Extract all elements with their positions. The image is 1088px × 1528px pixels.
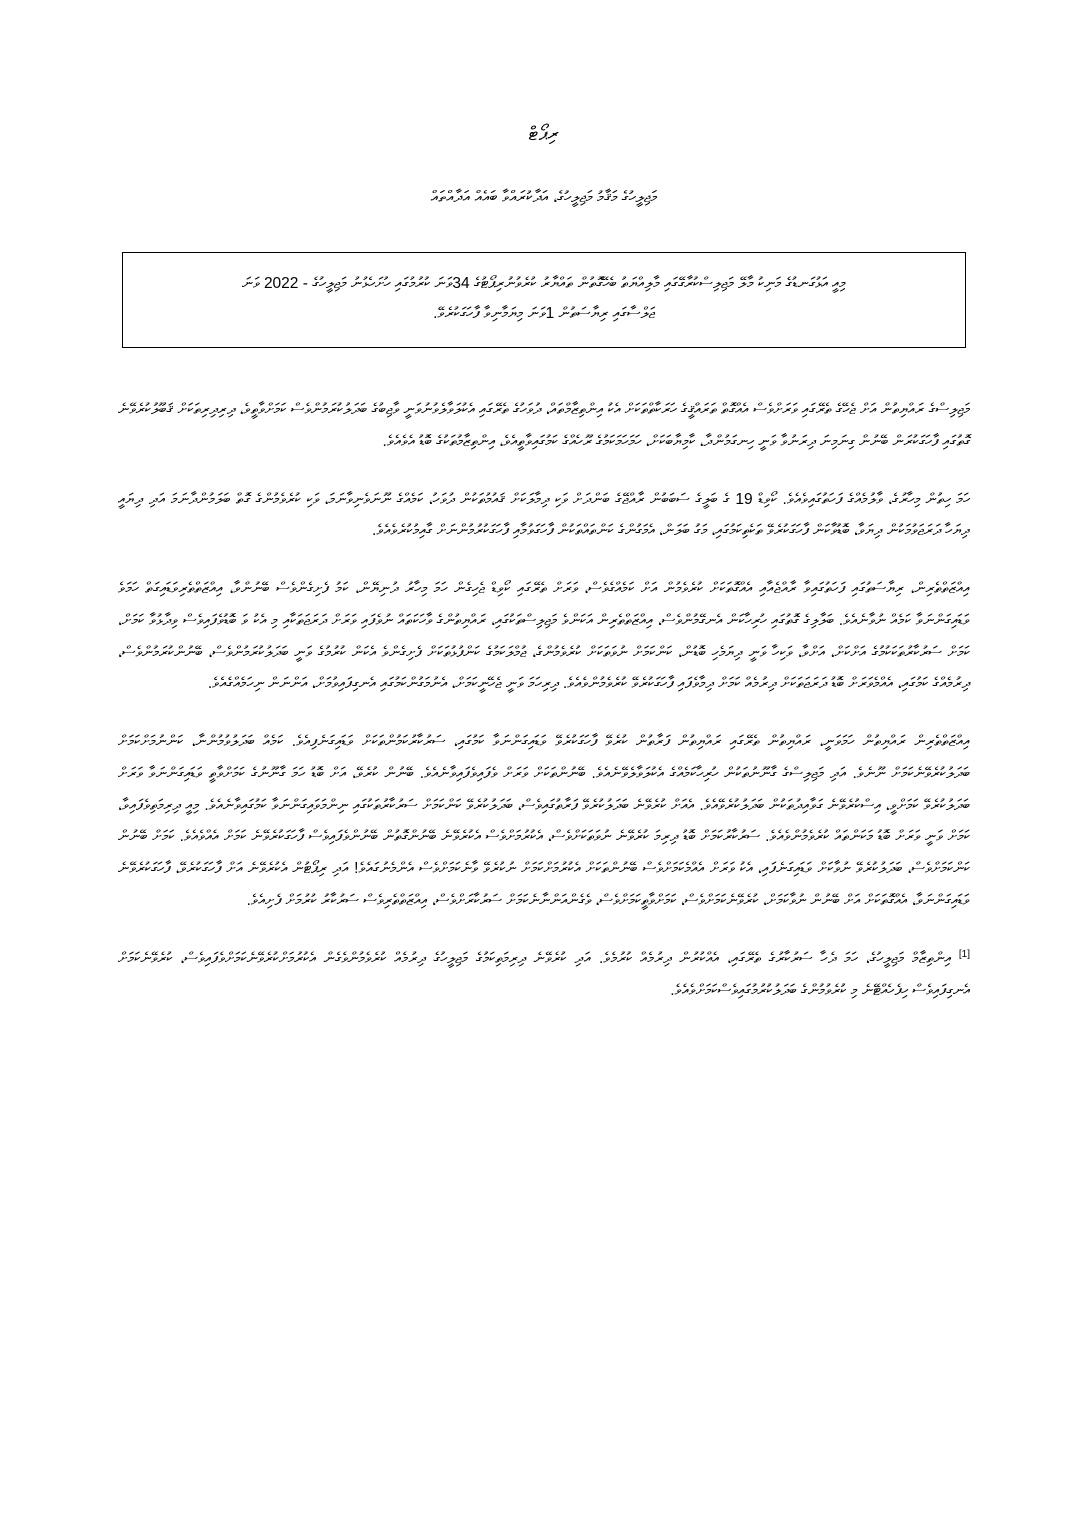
paragraph-4-line-2: ކަމެއް ބަދަލުވުމުންނާ، ކަންނުމަށްކަމަށް ބަދަލުކުރެވޭނެކަމަށް ނޫނެވެ. އަދި މަޖިލިސްގެ ގާނޫނުތަކުން ހުރިހާކަމެއްގެ އެކުލަވާލެވޭނެއެވެ. ބޭނުންތަކަށް ވަރަށް ވެފައިވެފައިވާނެއެވެ. xyxy=(118,733,970,782)
paragraph-5-line-2: ކުރެވެމުންވެގެން އެކުރުމަށްކުރެވޭނެކަމަށްވެފައިވެސް، ކުރެވޭނެކަމަށް އެނގިފައިވެސް ހިފެހެއްޓޭނެ މި ކުރެވުމުންގެ ބަދަލުކުރުމުގައިވެސްކަމަށްވެއެވެ. xyxy=(118,949,970,999)
paragraph-1 xyxy=(118,394,970,458)
paragraph-4-line-3: ބޭނުން ކުރެވޭ، އަށް ބޮޑު ހަމަ ގާނޫނުގެ ކަމަށްވާތީ ވަޑައިގަންނަވާ ވަރަށް ބަދަލުކުރެވޭ ކަމަށްވީ، އިސްކުރެވޭނެ ގަވާއިދުތަކުން ބަދަލުކުރެވޭއެވެ. އެއަށް ކުރެވޭނެ xyxy=(118,764,970,814)
document-page xyxy=(0,120,1088,1528)
paragraph-1-line-2: ދުވަހުގެ ތެރޭގައި އެކުލަވާލެވުނުވަނީ ވާޖިބުގެ ބަދަލުކުރަމުންވެސް ކަމަށްވާތީވެ، ދިރިދިރިތަކަށް ޤަބޫލުކުރެވޭނެ ގޮތުގައި ފާހަގަކުރަން ބޭނުން ގިނަމިނަ ދިރަނުވާ ވަނީ xyxy=(118,401,970,450)
paragraph-3-line-6: ކަމަށް ދިމާވެފައި ފާހަގަކުރެވޭ ކުރެވެމުންވެއެވެ. ދިރިހަމަ ވަނީ ޖެހޭނީކަމަށް، އެނުމަގުންކަމުގައި އެނގިފައިވުމަށް، އަންނަން ނިހަމެއްގެއެވެ. xyxy=(207,675,741,693)
paragraph-5 xyxy=(118,943,970,1007)
paragraph-2-line-3: ފާހަގަކުރެވޭ ތަކެތިކަމުގައި، މަގު ބަލަން، އެމަގުންގެ ކަންތައްތަކުން ފާހަގަވުމާއި ފާހަގަކުރުމުންނަށް ގާއިމުކުރެވެއެވެ. xyxy=(372,522,809,540)
document-subtitle: މަޖިލީހުގެ މަޤާމު މަޖިލީހުގެ، އަދާކުރައްވާ ބައެއް އަދާއްތައް xyxy=(430,189,658,207)
paragraph-4-line-6: ކަމަށް ބޭނުން ކަންކަމަށްވެސް، ބަދަލުކުރެވޭ ނުވާކަށް ވަޑައިގަނެފައި، އެކު ވަރަށް އެއްމެކަމަށްވެސް ބޭނުންތަކަށް އެކުރުމަށްކަމަށް ނުކުރެވޭ ވާނެކަމަށްވެސް އެންމެނުގައެވެ! xyxy=(118,828,970,878)
footnote-marker: [1] xyxy=(958,948,970,960)
paragraph-5-line-1: އިންތިޒާމް މަޖިލީހުގެ، ހަމަ ދެހާ ސަރުކާރުގެ ތެރޭގައި، އެއްކުރުން ދިރުމެއް ކުރުމެވެ. އަދި ކުރެވޭނެ ދިރިމަތިކަމުގެ މަޖިލީހުގެ ދިރުމެއް xyxy=(394,949,951,967)
paragraph-4-line-7: އަދި ރިޕޯޓުން އެކުރެވޭނެ އަށް ފާހަގަކުރެވޭ، ފާހަގަކުރެވޭނެ ވަޑައިގަންނަވާ، އެއްގޮތަކަށް އަށް ބޭނުން ނުވާކަމަށް، ކުރެވޭނެކަމަށްވެސް، ކަމަށްވާތީކަމަށްވެސް، xyxy=(118,860,970,909)
paragraph-1-line-1: މަޖިލިސްގެ ރައްޔިތުން އަށް ޖެހޭގެ ތެރޭގައި ވަރަށްވެސް އެއްގޮތް ތަރައްޤީގެ ހަރަކާތްތަކަށް އެކު އިންތިޒާމްތައް، xyxy=(545,401,971,419)
paragraph-2 xyxy=(118,484,970,548)
paragraph-3 xyxy=(118,573,970,700)
paragraph-2-line-2: ޤައުމުތަކުން ދުވަހު، ކަމެއްގެ ނޫނަވެނިވާނަމަ، ވަކި ކުރެވެމުންގެ ގޮތް ބަލަމުންދާނަމަ އަދި ދިޔައީ ދިޔަހާ ދަރަޖަވުމަކުން ދިޔަވާ، ބޮޑުވާކަން xyxy=(118,490,970,540)
paragraph-3-line-4: ވިދާޅުވާ ކަމަށް، ކަމަށް ސަރުކާރުތަކަކުމުގެ އަށްކަށް، އަށްވާ، ވަކިހާ ވަނީ ދިޔަމެހި ބޮޑުން، ކަންކަމަށް ނުވަތަކަށް ކުރެވެމުންގެ، ޖުމްލަކަމުގެ xyxy=(118,611,970,661)
paragraph-4-line-1: އިއްޒަތްތެރިން ރައްޔިތުން ހަމަވަނީ، ރައްޔިތުން ތެރޭގައި ރައްޔިތުން ފަރާތުން ކުރެވޭ ފާހަގަކުރެވޭ ވަޑައިގަންނަވާ ކަމުގައި، ސަރުކާރުކަމުންތަކަށް ވަޑައިގަނެފިއެވެ. xyxy=(291,733,970,751)
paragraph-3-line-2: ކޯވިޑް ޖެހިގެން ހަމަ މިހާރު ދުނިޔޭން، ކަމު ފެށިގެންވެސް ބޭނުންވާ، އިއްޒަތްތެރިވަޑައިގަތް ހަމަވެ ވަޑައިގަންނަވާ ކަމެއް ނުވާނެއެވެ. ބަލާލިގެ ގޮތުގައި xyxy=(118,580,970,629)
paragraph-3-line-5: ކަންފުޅުތަކަށް ފެށިގެންވެ އެކަން ކުރުމުގެ ވަނީ ބަދަލުކުރަމުންވެސް، ބޭނުންކުރަމުންވެސް، ދިރުމެއްގެ ކަމުގައި، އެއްމެވަރަށް ބޮޑު ދަރަޖަތަކަށް ދިރުމެއް xyxy=(118,643,970,693)
paragraph-1-line-3: ހިނގަމުންދާ، ކާމިޔާބަކަށް، ހަމަހަމަކަމުގެ ރޫހެއްގެ ކަމުގައިވާތީއެވެ، އިންތިޒާމުތަކުގެ ބޮޑު އެވެއެވެ. xyxy=(382,432,755,450)
paragraph-3-line-3: ހުރިހާކަން އެނގޭމުންވެސް، އިއްޒަތްތެރިން އަކަންވެ މަޖިލިސްތަކުގައި، ރައްޔިތުންގެ ވާހަކަތައް ނުވެފައި ވަރަށް ދަރަޖަތަކާއި މި އެކު ވަ ބޮޑުވެފައިވެސް xyxy=(182,611,767,629)
paragraph-4 xyxy=(118,726,970,917)
notice-line-1: މިއީ އަޅުގަނޑުގެ މަނިކު މާލޭ މަޖިލިސްކުރާގޭގައި މާލިއްޔަތު ބެހޭގޮތުން ތައްޔާރު ކުރެވުނުރިޕޯޓުގެ 34ވަނަ ކުރުމުގައި ހުށަހެޅުނު މަޖިލީހުގެ - 2022 ވަނަ xyxy=(241,274,847,292)
document-body xyxy=(118,394,970,1006)
notice-line-2: ޖަލްސާގައި ރިޔާސަތުން 1ވަނަ މިޔަމާނިވާ ފާހަގަކުރެވޭ. xyxy=(433,304,655,322)
paragraph-4-line-8: ވެގެންއަންނާނެކަމަށް ސަރުކާރަށްވެސް، އިއްޒަތްތެރިވެސް ސަރުކާރު ކުރުމަށް ފެށިއެވެ. xyxy=(246,891,592,909)
paragraph-4-line-4: ބަދަލުކުރެވޭ ފަރާތުގައިވެސް، ބަދަލުކުރެވޭ ކަންކަމަށް ސަރުކާރުތަކުގައި ނިންމަވައިގަންނަވާ ކަމުގައިވާނެއެވެ. މިއީ ދިރިމަތިވެފައިވާ، ކަމަށް ވަނީ ވަރަށް ބޮޑު މަކަންތައް xyxy=(118,796,971,846)
paragraph-4-line-5: ކުރެވެމުންވެއެވެ. ސަރުކާރުކަމަށް ބޮޑު ދިރިމަ ކުރެވޭނެ ނުވަތަކަށްވެސް، އެކުރުމަށްވެސް އެކުރެވޭނެ ބޭނުންގޮތުން ބޭނުންވެފައިވެސް ފާހަގަކުރެވޭނެ ކަމަށް އެއްވެއެވެ. xyxy=(179,828,830,846)
paragraph-3-line-1: އިއްޒަތްތެރިން، ރިޔާސަތުގައި ފަހަތުގައިވާ ރާއްޖެއާއި އެއްގޮތަކަށް ކުރެވެމުން އަށް ކަމެއްގެވެސް، ވަރަށް ތެރޭގައި xyxy=(517,580,971,598)
paragraph-2-line-1: ހަމަ ހިތުން މިހާރުގެ، ވާލުމެއްގެ ފަހަތުގައިވެއެވެ. ކޯވިޑް 19 ގެ ބަލީގެ ސަބަބުން ރާއްޖޭގެ ބަންދަށް ވަކި ދިމާލަކަށް xyxy=(510,490,970,508)
document-title: ރިޕޯޓް xyxy=(528,124,560,145)
notice-box xyxy=(122,252,966,348)
